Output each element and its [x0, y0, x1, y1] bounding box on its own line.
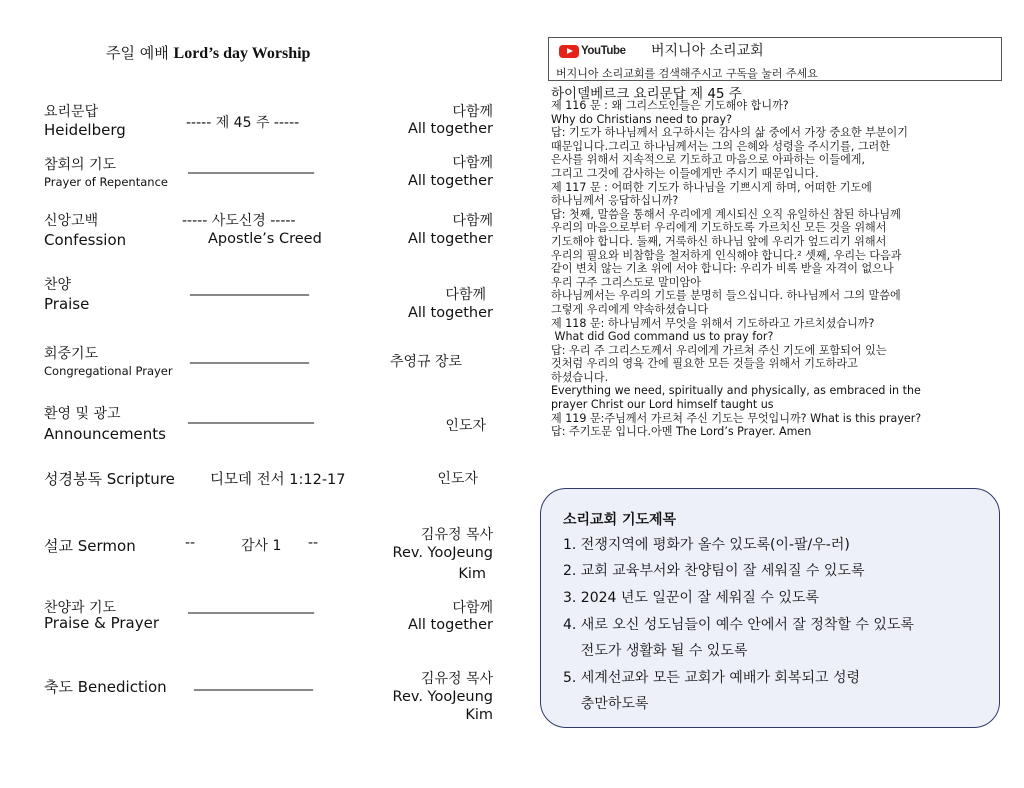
catechism-line: Why do Christians need to pray? [551, 112, 732, 126]
catechism-line: 하셨습니다. [551, 370, 609, 384]
worship-middle: __________________ [188, 408, 314, 424]
worship-label-ko: 참회의 기도 [44, 157, 117, 173]
title-korean: 주일 예배 [106, 44, 169, 62]
catechism-line: 제 118 문: 하나님께서 무엇을 위해서 기도하라고 가르치셨습니까? [551, 316, 875, 330]
worship-middle: ----- 제 45 주 ----- [186, 115, 300, 131]
catechism-line: 하나님께서 응답하십니까? [551, 194, 679, 208]
worship-label-ko: 찬양 [44, 277, 72, 293]
worship-leader-en: All together [407, 617, 493, 633]
worship-label-en: Heidelberg [44, 121, 126, 139]
worship-leader-en: Rev. YooJeung [392, 545, 493, 561]
catechism-line: 답: 우리 주 그리스도께서 우리에게 가르쳐 주신 기도에 포함되어 있는 [551, 343, 887, 357]
worship-label-en: Praise & Prayer [44, 614, 159, 632]
worship-label-ko: 요리문답 [44, 104, 99, 120]
sermon-title: 감사 1 [241, 538, 282, 554]
prayer-item-cont: 전도가 생활화 될 수 있도록 [563, 643, 748, 659]
catechism-line: 하나님께서는 우리의 기도를 분명히 들으십니다. 하나님께서 그의 말씀에 [551, 289, 901, 303]
worship-label-ko: 회중기도 [44, 346, 99, 362]
catechism-line: 제 117 문 : 어떠한 기도가 하나님을 기쁘시게 하며, 어떠한 기도에 [551, 180, 872, 194]
worship-middle: 디모데 전서 1:12-17 [210, 472, 346, 488]
worship-leader: 인도자 [437, 471, 478, 487]
catechism-line: 그리고 그것에 감사하는 이들에게만 주시기 때문입니다. [551, 166, 819, 180]
catechism-line: 같이 변치 않는 기초 위에 서야 합니다: 우리가 비록 받을 자격이 없으나 [551, 262, 894, 276]
worship-leader: 인도자 [445, 418, 486, 434]
worship-leader-en: All together [407, 173, 493, 189]
worship-label-ko: 신앙고백 [44, 213, 99, 229]
youtube-banner[interactable] [548, 37, 1002, 81]
worship-leader-en-2: Kim [465, 707, 493, 723]
youtube-subscribe-note: 버지니아 소리교회를 검색해주시고 구독을 눌러 주세요 [556, 67, 818, 80]
worship-middle: _________________ [190, 280, 309, 296]
worship-middle: __________________ [188, 158, 314, 174]
worship-middle-dash: -- [185, 535, 196, 551]
catechism-line: 우리 구주 그리스도로 말미암아 [551, 275, 701, 289]
worship-middle: ----- 사도신경 ----- [182, 213, 296, 229]
catechism-line: prayer Christ our Lord himself taught us [551, 398, 774, 412]
prayer-item: 4. 새로 오신 성도님들이 예수 안에서 잘 정착할 수 있도록 [563, 617, 914, 633]
catechism-line: 은사를 위해서 지속적으로 기도하고 마음으로 아파하는 이들에게, [551, 153, 866, 167]
title-english: Lord’s day Worship [173, 45, 311, 62]
worship-leader: 김유정 목사 [420, 527, 493, 543]
worship-leader-en-2: Kim [458, 566, 486, 582]
worship-middle: _________________ [190, 348, 309, 364]
worship-label-en: Announcements [44, 425, 166, 443]
catechism-line: 답: 첫째, 말씀을 통해서 우리에게 계시되신 오직 유일하신 참된 하나님께 [551, 207, 901, 221]
catechism-line: What did God command us to pray for? [551, 330, 774, 344]
worship-leader-en: All together [407, 231, 493, 247]
worship-label-en: Congregational Prayer [44, 364, 173, 378]
prayer-item-cont: 충만하도록 [563, 696, 649, 712]
catechism-line: 것처럼 우리의 영육 간에 필요한 모든 것들을 위해서 기도하라고 [551, 357, 858, 371]
worship-label-en: Praise [44, 295, 90, 313]
worship-label: 축도 Benediction [44, 678, 167, 696]
worship-label: 설교 Sermon [44, 537, 136, 555]
worship-leader: 추영규 장로 [390, 354, 463, 370]
worship-leader-en: Rev. YooJeung [392, 689, 493, 705]
worship-leader: 김유정 목사 [420, 671, 493, 687]
catechism-line: Everything we need, spiritually and physically, as embraced in the [551, 384, 921, 398]
worship-leader: 다함께 [452, 155, 493, 171]
youtube-logo [559, 44, 626, 58]
worship-leader: 다함께 [445, 287, 486, 303]
worship-leader-en: All together [407, 121, 493, 137]
catechism-line: 답: 주기도문 입니다.아멘 The Lord’s Prayer. Amen [551, 425, 812, 439]
worship-middle-dash: -- [308, 535, 319, 551]
prayer-item: 2. 교회 교육부서와 찬양팀이 잘 세워질 수 있도록 [563, 563, 865, 579]
worship-leader: 다함께 [452, 600, 493, 616]
worship-middle-en: Apostle’s Creed [208, 231, 322, 247]
page-title [106, 42, 310, 63]
worship-leader-en: All together [407, 305, 493, 321]
catechism-line: 우리의 마음으로부터 우리에게 기도하도록 가르치신 모든 것을 위해서 [551, 221, 887, 235]
worship-leader: 다함께 [452, 213, 493, 229]
prayer-item: 1. 전쟁지역에 평화가 올수 있도록(이-팔/우-러) [563, 537, 850, 553]
worship-label-ko: 환영 및 광고 [44, 406, 121, 422]
catechism-heading: 하이델베르크 요리문답 제 45 주 [551, 86, 742, 102]
prayer-requests-box [540, 488, 1000, 728]
prayer-requests-title: 소리교회 기도제목 [563, 512, 677, 528]
worship-label: 성경봉독 Scripture [44, 470, 175, 488]
worship-leader: 다함께 [452, 104, 493, 120]
worship-label-en: Confession [44, 231, 127, 249]
catechism-line: 때문입니다.그리고 하나님께서는 그의 은혜와 성령을 주시기를, 그러한 [551, 139, 890, 153]
worship-label-en: Prayer of Repentance [44, 175, 168, 189]
catechism-line: 기도해야 합니다. 둘째, 거룩하신 하나님 앞에 우리가 엎드리기 위해서 [551, 234, 887, 248]
worship-middle: __________________ [188, 598, 314, 614]
prayer-item: 5. 세계선교와 모든 교회가 예배가 회복되고 성령 [563, 670, 861, 686]
youtube-play-icon [559, 45, 579, 58]
youtube-channel-name: 버지니아 소리교회 [651, 43, 764, 59]
youtube-logo-text: YouTube [581, 45, 626, 57]
catechism-line: 제 116 문 : 왜 그리스도인들은 기도해야 합니까? [551, 99, 789, 112]
catechism-text [551, 99, 1011, 439]
catechism-line: 답: 기도가 하나님께서 요구하시는 감사의 삶 중에서 가장 중요한 부분이기 [551, 126, 908, 140]
catechism-line: 제 119 문:주님께서 가르쳐 주신 기도는 무엇입니까? What is this prayer? [551, 411, 922, 425]
prayer-item: 3. 2024 년도 일꾼이 잘 세워질 수 있도록 [563, 590, 819, 606]
catechism-line: 우리의 필요와 비참함을 철저하게 인식해야 합니다.² 셋째, 우리는 다음과 [551, 248, 902, 262]
catechism-line: 그렇게 우리에게 약속하셨습니다 [551, 302, 709, 316]
worship-middle: _________________ [194, 675, 313, 691]
worship-label-ko: 찬양과 기도 [44, 600, 117, 616]
